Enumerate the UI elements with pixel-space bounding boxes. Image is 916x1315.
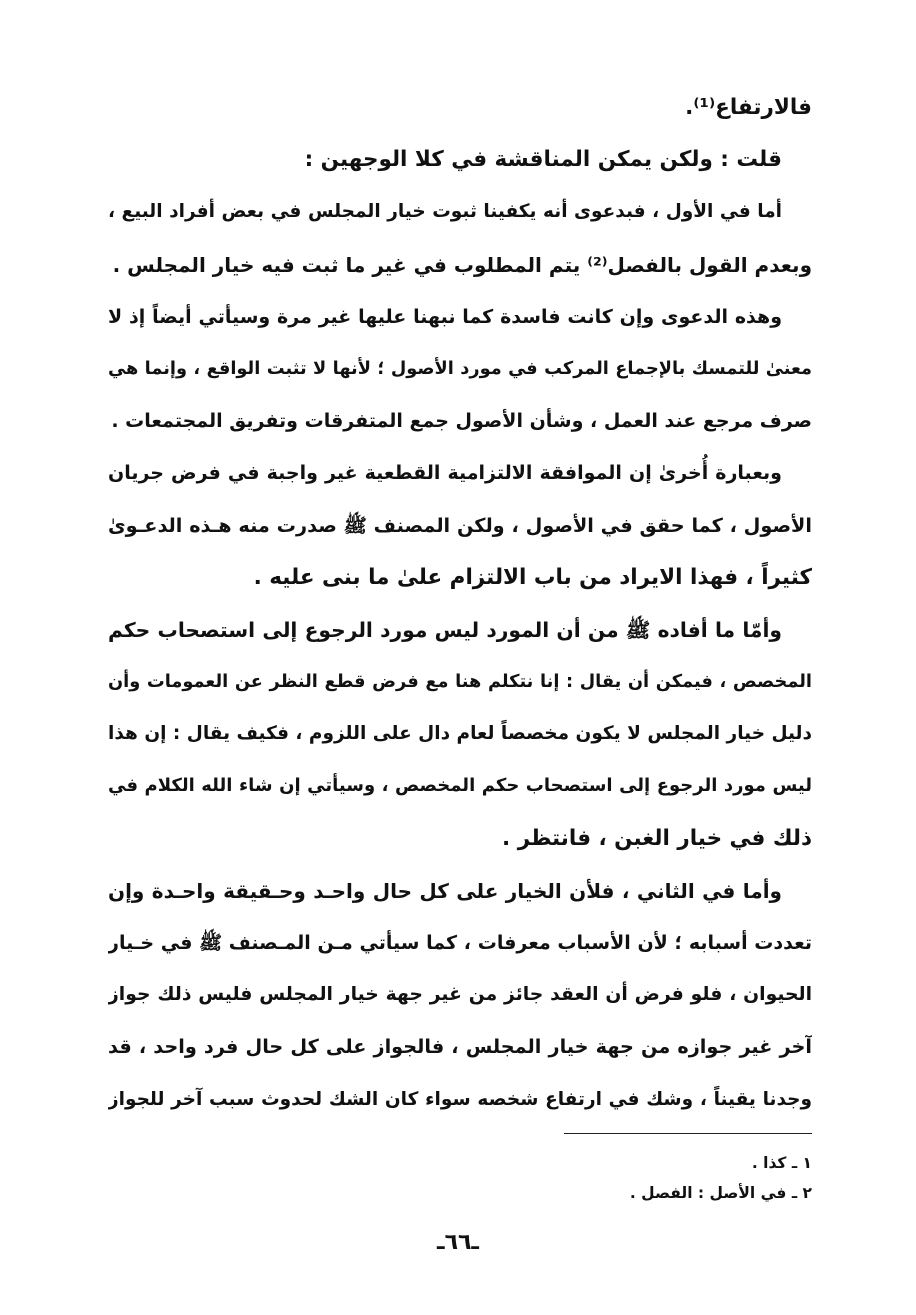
text-line: وبعدم القول بالفصل⁽²⁾ يتم المطلوب في غير ما ثبت فيه خيار المجلس . <box>112 252 812 277</box>
text-line: تعددت أسبابه ؛ لأن الأسباب معرفات ، كما سيأتي مـن المـصنف ﷺ في خـيار <box>108 932 812 954</box>
text-line: معنىٰ للتمسك بالإجماع المركب في مورد الأصول ؛ لأنها لا تثبت الواقع ، وإنما هي <box>108 358 812 379</box>
footnote: ٢ ـ في الأصل : الفصل . <box>629 1184 812 1202</box>
text-line: آخر غير جوازه من جهة خيار المجلس ، فالجواز على كل حال فرد واحد ، قد <box>108 1035 812 1059</box>
page-number: ـ٦٦ـ <box>437 1230 479 1255</box>
text-line: قلت : ولكن يمكن المناقشة في كلا الوجهين : <box>304 147 782 173</box>
text-line: وهذه الدعوى وإن كانت فاسدة كما نبهنا عليها غير مرة وسيأتي أيضاً إذ لا <box>108 305 782 328</box>
footnote-divider <box>564 1133 812 1134</box>
footnotes <box>412 1148 812 1208</box>
text-line: وجدنا يقيناً ، وشك في ارتفاع شخصه سواء كان الشك لحدوث سبب آخر للجواز <box>108 1088 812 1110</box>
text-line: الحيوان ، فلو فرض أن العقد جائز من غير جهة خيار المجلس فليس ذلك جواز <box>108 984 812 1006</box>
text-line: ليس مورد الرجوع إلى استصحاب حكم المخصص ، وسيأتي إن شاء الله الكلام في <box>108 775 812 797</box>
text-line: كثيراً ، فهذا الايراد من باب الالتزام علىٰ ما بنى عليه . <box>253 564 812 590</box>
main-text <box>108 82 812 1126</box>
text-line: وأما في الثاني ، فلأن الخيار على كل حال واحـد وحـقيقة واحـدة وإن <box>108 878 782 903</box>
text-line: دليل خيار المجلس لا يكون مخصصاً لعام دال على اللزوم ، فكيف يقال : إن هذا <box>108 723 812 745</box>
text-line: وأمّا ما أفاده ﷺ من أن المورد ليس مورد الرجوع إلى استصحاب حكم <box>108 617 782 642</box>
text-line: صرف مرجع عند العمل ، وشأن الأصول جمع المتفرقات وتفريق المجتمعات . <box>111 410 812 433</box>
text-line: ذلك في خيار الغبن ، فانتظر . <box>502 825 812 851</box>
text-line: فالارتفاع⁽¹⁾. <box>685 95 812 120</box>
text-line: المخصص ، فيمكن أن يقال : إنا نتكلم هنا مع فرض قطع النظر عن العمومات وأن <box>108 672 812 693</box>
footnote: ١ ـ كذا . <box>751 1154 812 1172</box>
text-line: وبعبارة أُخرىٰ إن الموافقة الالتزامية القطعية غير واجبة في فرض جريان <box>108 462 782 485</box>
text-line: أما في الأول ، فبدعوى أنه يكفينا ثبوت خيار المجلس في بعض أفراد البيع ، <box>108 201 782 223</box>
text-line: الأصول ، كما حقق في الأصول ، ولكن المصنف ﷺ صدرت منه هـذه الدعـوىٰ <box>108 513 812 537</box>
